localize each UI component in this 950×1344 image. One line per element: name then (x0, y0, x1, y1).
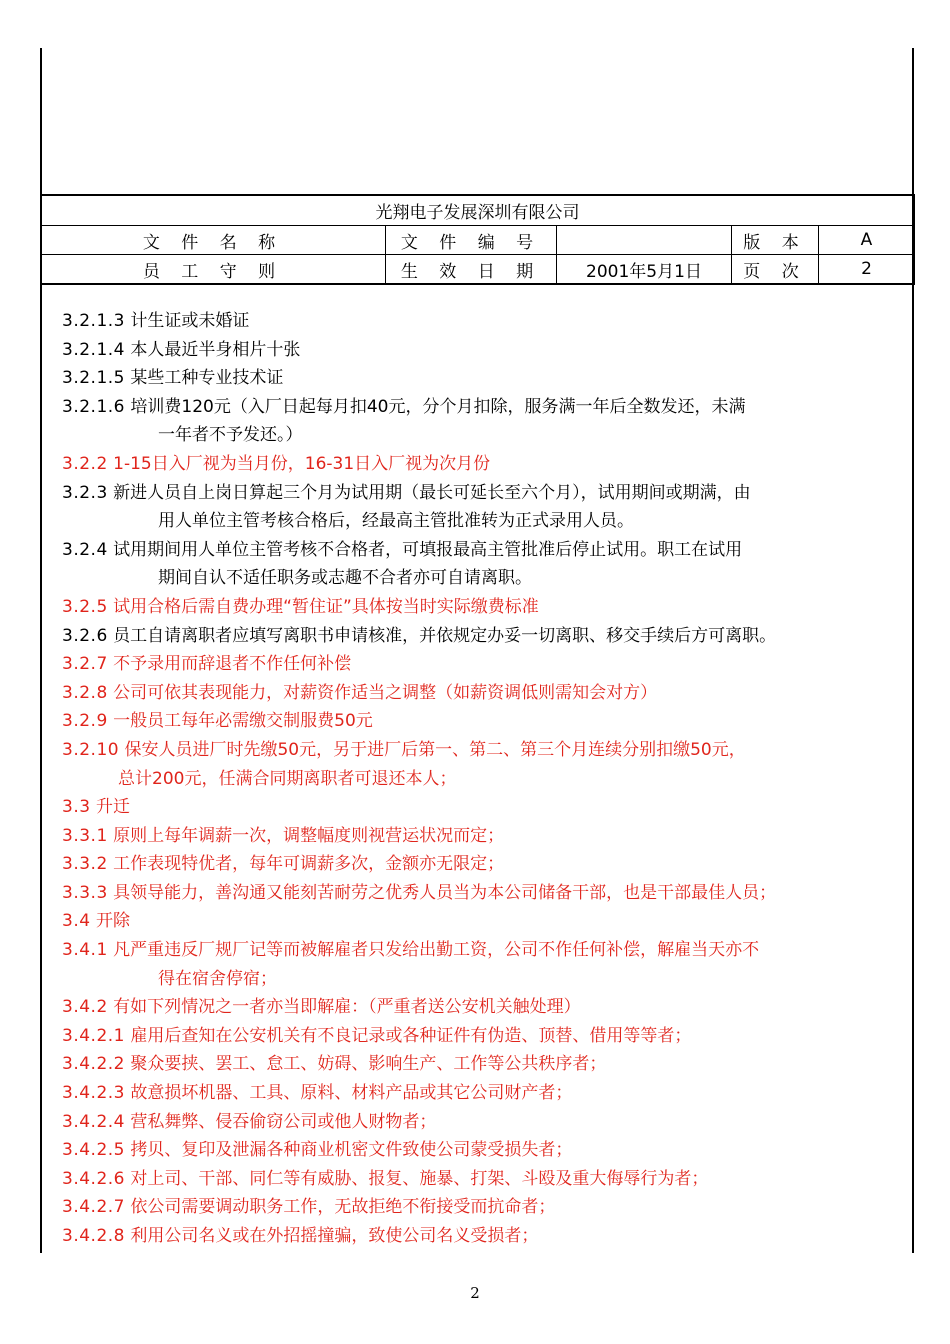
clause-number: 3.4.2.7 (62, 1197, 125, 1218)
clause-text: 保安人员进厂时先缴50元，另于进厂后第一、第二、第三个月连续分别扣缴50元， (119, 739, 746, 760)
clause-line (62, 1050, 862, 1079)
effective-date-value: 2001年5月1日 (557, 255, 732, 285)
clause-text: 总计200元，任满合同期离职者可退还本人； (118, 768, 457, 789)
clause-line (62, 1165, 862, 1194)
clause-number: 3.2.1.5 (62, 368, 125, 389)
clause-line (62, 936, 862, 965)
clause-line (62, 907, 862, 936)
clause-number: 3.2.3 (62, 482, 108, 503)
clause-text: 1-15日入厂视为当月份，16-31日入厂视为次月份 (107, 453, 491, 474)
doc-name-value: 员 工 守 则 (41, 255, 386, 285)
clause-text: 一般员工每年必需缴交制服费50元 (107, 711, 373, 732)
clause-line (62, 421, 862, 450)
clause-number: 3.2.7 (62, 654, 108, 675)
clause-line (62, 736, 862, 765)
clause-number: 3.2.9 (62, 711, 108, 732)
clause-text: 利用公司名义或在外招摇撞骗，致使公司名义受损者； (124, 1226, 539, 1246)
clause-line (62, 650, 862, 679)
clause-text: 雇用后查知在公安机关有不良记录或各种证件有伪造、顶替、借用等等者； (124, 1025, 692, 1046)
clause-text: 公司可依其表现能力，对薪资作适当之调整（如薪资调低则需知会对方） (107, 682, 658, 703)
clause-line (62, 593, 862, 622)
clause-text: 开除 (90, 911, 130, 932)
clause-number: 3.4.2.8 (62, 1226, 125, 1246)
clause-text: 拷贝、复印及泄漏各种商业机密文件致使公司蒙受损失者； (124, 1140, 573, 1161)
clause-line (62, 1136, 862, 1165)
clause-text: 培训费120元（入厂日起每月扣40元，分个月扣除，服务满一年后全数发还，未满 (124, 396, 746, 417)
clause-text: 期间自认不适任职务或志趣不合者亦可自请离职。 (158, 568, 532, 589)
clause-text: 有如下列情况之一者亦当即解雇：（严重者送公安机关触处理） (107, 997, 581, 1018)
clause-line (62, 622, 862, 651)
clause-number: 3.2.1.6 (62, 396, 125, 417)
document-header-table (40, 194, 915, 285)
clause-text: 营私舞弊、侵吞偷窃公司或他人财物者； (124, 1111, 437, 1132)
clause-number: 3.2.1.4 (62, 339, 125, 360)
clause-number: 3.3.1 (62, 825, 108, 846)
clause-text: 凡严重违反厂规厂记等而被解雇者只发给出勤工资，公司不作任何补偿，解雇当天亦不 (107, 940, 760, 961)
clause-line (62, 965, 862, 994)
page-value: 2 (819, 255, 915, 285)
clause-number: 3.2.10 (62, 739, 120, 760)
clause-number: 3.4.2.6 (62, 1168, 125, 1189)
clause-number: 3.4.2.1 (62, 1025, 125, 1046)
clause-number: 3.2.8 (62, 682, 108, 703)
version-label: 版 本 (732, 226, 819, 255)
clause-number: 3.2.4 (62, 539, 108, 560)
clause-line (62, 1193, 862, 1222)
version-value: A (819, 226, 915, 255)
page-label: 页 次 (732, 255, 819, 285)
clause-text: 计生证或未婚证 (124, 311, 250, 331)
clause-text: 升迁 (90, 797, 130, 818)
clause-text: 员工自请离职者应填写离职书申请核准，并依规定办妥一切离职、移交手续后方可离职。 (107, 625, 777, 646)
clause-text: 聚众要挟、罢工、怠工、妨碍、影响生产、工作等公共秩序者； (124, 1054, 607, 1075)
clause-line (62, 336, 862, 365)
clause-text: 得在宿舍停宿； (158, 968, 277, 989)
clause-number: 3.4.2.4 (62, 1111, 125, 1132)
clause-line (62, 793, 862, 822)
clause-line (62, 564, 862, 593)
clause-line (62, 879, 862, 908)
clause-number: 3.4 (62, 911, 91, 932)
clause-text: 依公司需要调动职务工作，无故拒绝不衔接受而抗命者； (124, 1197, 556, 1218)
clause-text: 不予录用而辞退者不作任何补偿 (107, 654, 352, 675)
clause-line (62, 450, 862, 479)
document-body (62, 307, 862, 1251)
clause-line (62, 1022, 862, 1051)
clause-line (62, 765, 862, 794)
clause-text: 具领导能力，善沟通又能刻苦耐劳之优秀人员当为本公司储备干部，也是干部最佳人员； (107, 882, 777, 903)
clause-text: 试用期间用人单位主管考核不合格者，可填报最高主管批准后停止试用。职工在试用 (107, 539, 743, 560)
clause-line (62, 993, 862, 1022)
clause-text: 本人最近半身相片十张 (124, 339, 301, 360)
clause-number: 3.2.2 (62, 453, 108, 474)
clause-number: 3.2.6 (62, 625, 108, 646)
clause-line (62, 479, 862, 508)
clause-line (62, 393, 862, 422)
clause-line (62, 1079, 862, 1108)
clause-number: 3.3 (62, 797, 91, 818)
clause-number: 3.3.2 (62, 854, 108, 875)
clause-line (62, 850, 862, 879)
clause-line (62, 1222, 862, 1251)
clause-text: 故意损坏机器、工具、原料、材料产品或其它公司财产者； (124, 1083, 573, 1104)
clause-line (62, 536, 862, 565)
doc-no-value (557, 226, 732, 255)
clause-text: 对上司、干部、同仁等有威胁、报复、施暴、打架、斗殴及重大侮辱行为者； (124, 1168, 709, 1189)
clause-text: 新进人员自上岗日算起三个月为试用期（最长可延长至六个月），试用期间或期满，由 (107, 482, 751, 503)
clause-number: 3.4.2.3 (62, 1083, 125, 1104)
clause-line (62, 364, 862, 393)
clause-line (62, 822, 862, 851)
clause-number: 3.3.3 (62, 882, 108, 903)
clause-line (62, 707, 862, 736)
company-name: 光翔电子发展深圳有限公司 (41, 195, 915, 226)
clause-text: 试用合格后需自费办理“暂住证”具体按当时实际缴费标准 (107, 596, 539, 617)
clause-text: 原则上每年调薪一次，调整幅度则视营运状况而定； (107, 825, 505, 846)
clause-number: 3.4.2 (62, 997, 108, 1018)
clause-number: 3.4.2.2 (62, 1054, 125, 1075)
clause-text: 一年者不予发还。） (158, 425, 303, 446)
clause-line (62, 507, 862, 536)
clause-number: 3.4.2.5 (62, 1140, 125, 1161)
clause-text: 某些工种专业技术证 (124, 368, 284, 389)
clause-number: 3.2.5 (62, 596, 108, 617)
clause-line (62, 307, 862, 336)
clause-number: 3.4.1 (62, 940, 108, 961)
clause-line (62, 679, 862, 708)
clause-text: 工作表现特优者，每年可调薪多次，金额亦无限定； (107, 854, 505, 875)
effective-date-label: 生 效 日 期 (386, 255, 557, 285)
clause-number: 3.2.1.3 (62, 311, 125, 331)
clause-text: 用人单位主管考核合格后，经最高主管批准转为正式录用人员。 (158, 511, 634, 532)
doc-name-label: 文 件 名 称 (41, 226, 386, 255)
doc-no-label: 文 件 编 号 (386, 226, 557, 255)
clause-line (62, 1108, 862, 1137)
page-number: 2 (470, 1284, 480, 1302)
